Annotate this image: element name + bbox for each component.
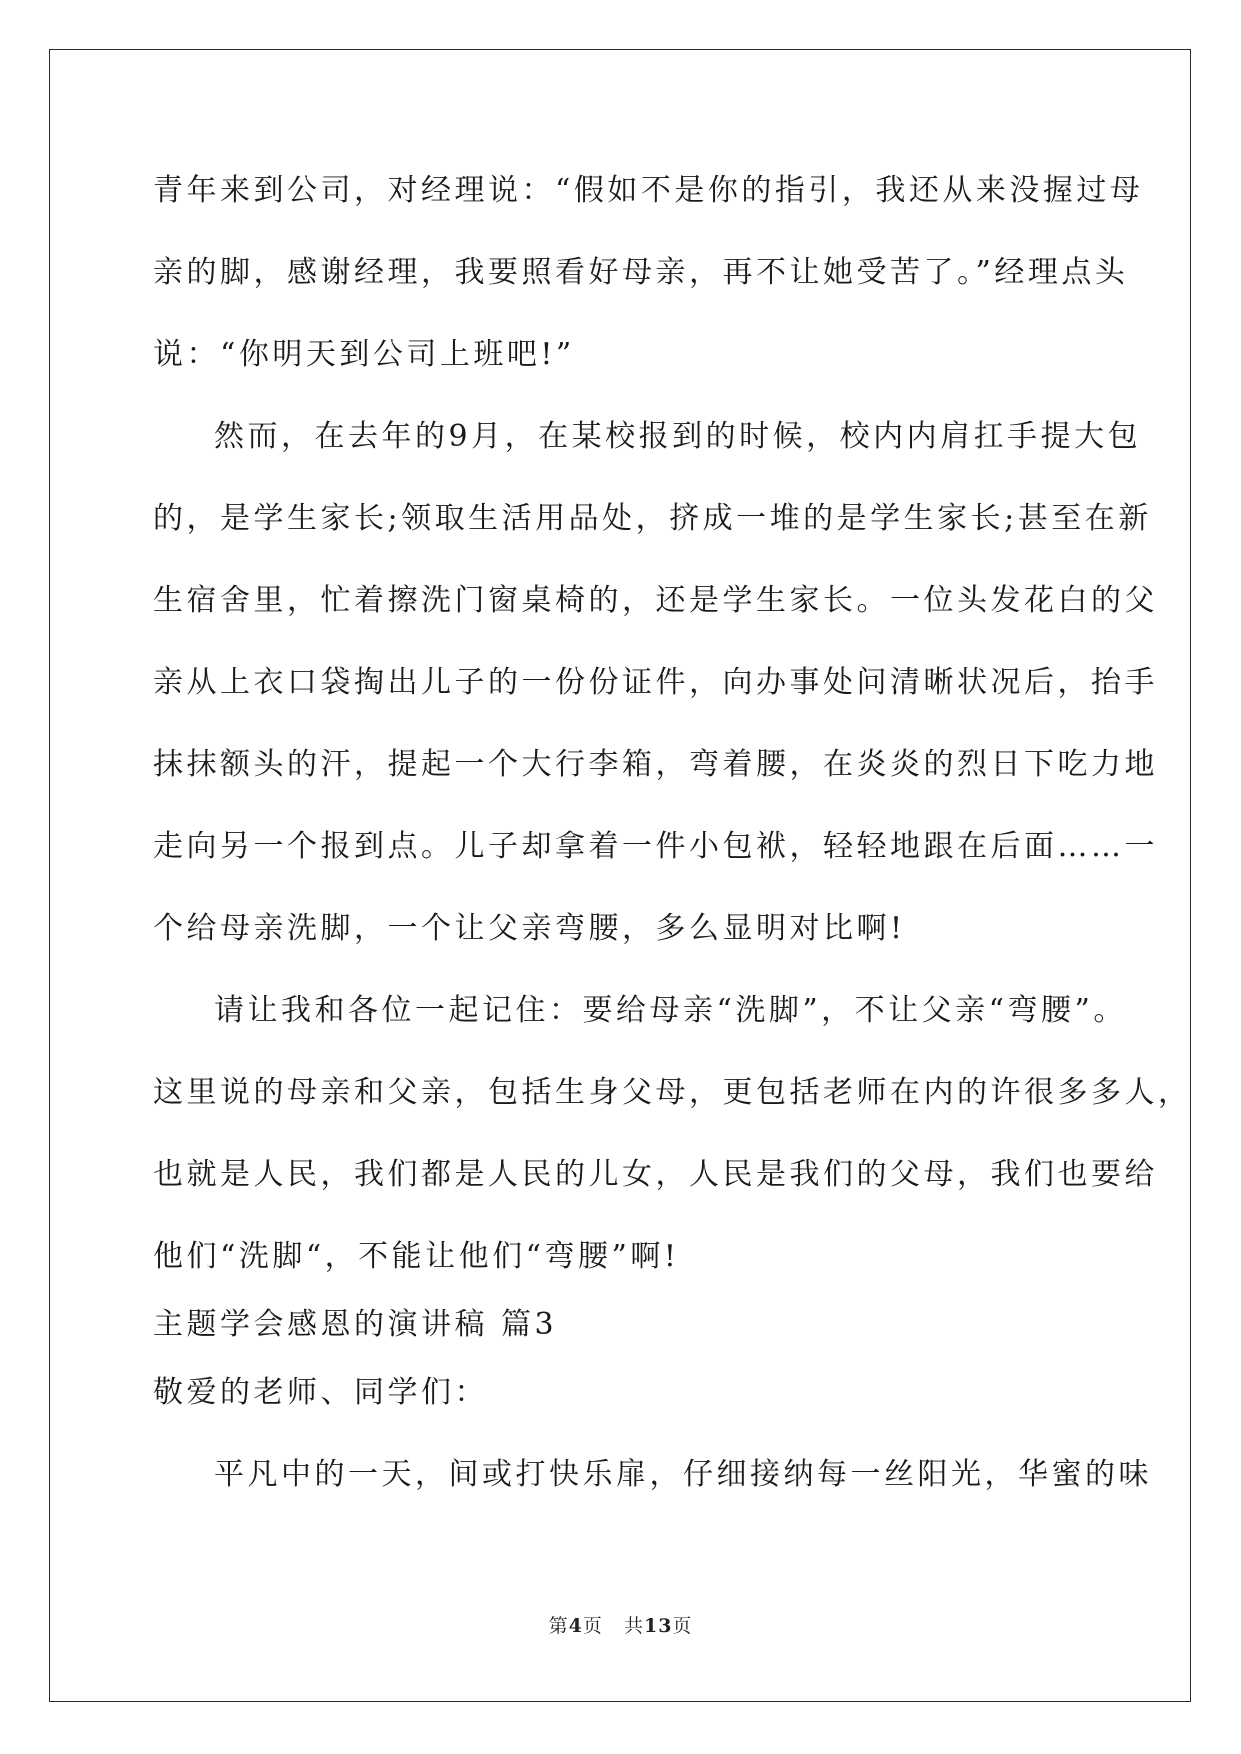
paragraph-line: 然而，在去年的9月，在某校报到的时候，校内内肩扛手提大包 [214,419,1142,454]
document-body [153,163,1192,1529]
paragraph-line: 走向另一个报到点。儿子却拿着一件小包袱，轻轻地跟在后面……一 [153,829,1158,864]
paragraph-line: 个给母亲洗脚，一个让父亲弯腰，多么显明对比啊! [153,911,906,946]
paragraph-line: 也就是人民，我们都是人民的儿女，人民是我们的父母，我们也要给 [153,1157,1158,1192]
current-page-number: 4 [568,1615,583,1637]
paragraph-line: 这里说的母亲和父亲，包括生身父母，更包括老师在内的许很多多人， [153,1075,1192,1110]
paragraph-line: 说：“你明天到公司上班吧!” [153,337,575,372]
salutation: 敬爱的老师、同学们： [153,1375,488,1410]
paragraph-line: 平凡中的一天，间或打快乐扉，仔细接纳每一丝阳光，华蜜的味 [214,1457,1152,1492]
footer-page-suffix: 页 [582,1615,603,1637]
paragraph-line: 他们“洗脚“，不能让他们“弯腰”啊! [153,1239,680,1274]
footer-prefix: 第 [548,1615,569,1637]
paragraph-line: 请让我和各位一起记住：要给母亲“洗脚”，不让父亲“弯腰”。 [214,993,1127,1028]
paragraph-line: 青年来到公司，对经理说：“假如不是你的指引，我还从来没握过母 [153,173,1144,208]
paragraph-line: 亲从上衣口袋掏出儿子的一份份证件，向办事处问清晰状况后，抬手 [153,665,1158,700]
total-page-count: 13 [643,1615,673,1637]
paragraph-line: 生宿舍里，忙着擦洗门窗桌椅的，还是学生家长。一位头发花白的父 [153,583,1158,618]
paragraph-line: 抹抹额头的汗，提起一个大行李箱，弯着腰，在炎炎的烈日下吃力地 [153,747,1158,782]
paragraph-line: 亲的脚，感谢经理，我要照看好母亲，再不让她受苦了。”经理点头 [153,255,1129,290]
section-title: 主题学会感恩的演讲稿 篇3 [153,1307,558,1342]
page-footer [0,1611,1241,1638]
paragraph-line: 的，是学生家长;领取生活用品处，挤成一堆的是学生家长;甚至在新 [153,501,1152,536]
footer-total-prefix: 共 [623,1615,644,1637]
footer-total-suffix: 页 [672,1615,693,1637]
